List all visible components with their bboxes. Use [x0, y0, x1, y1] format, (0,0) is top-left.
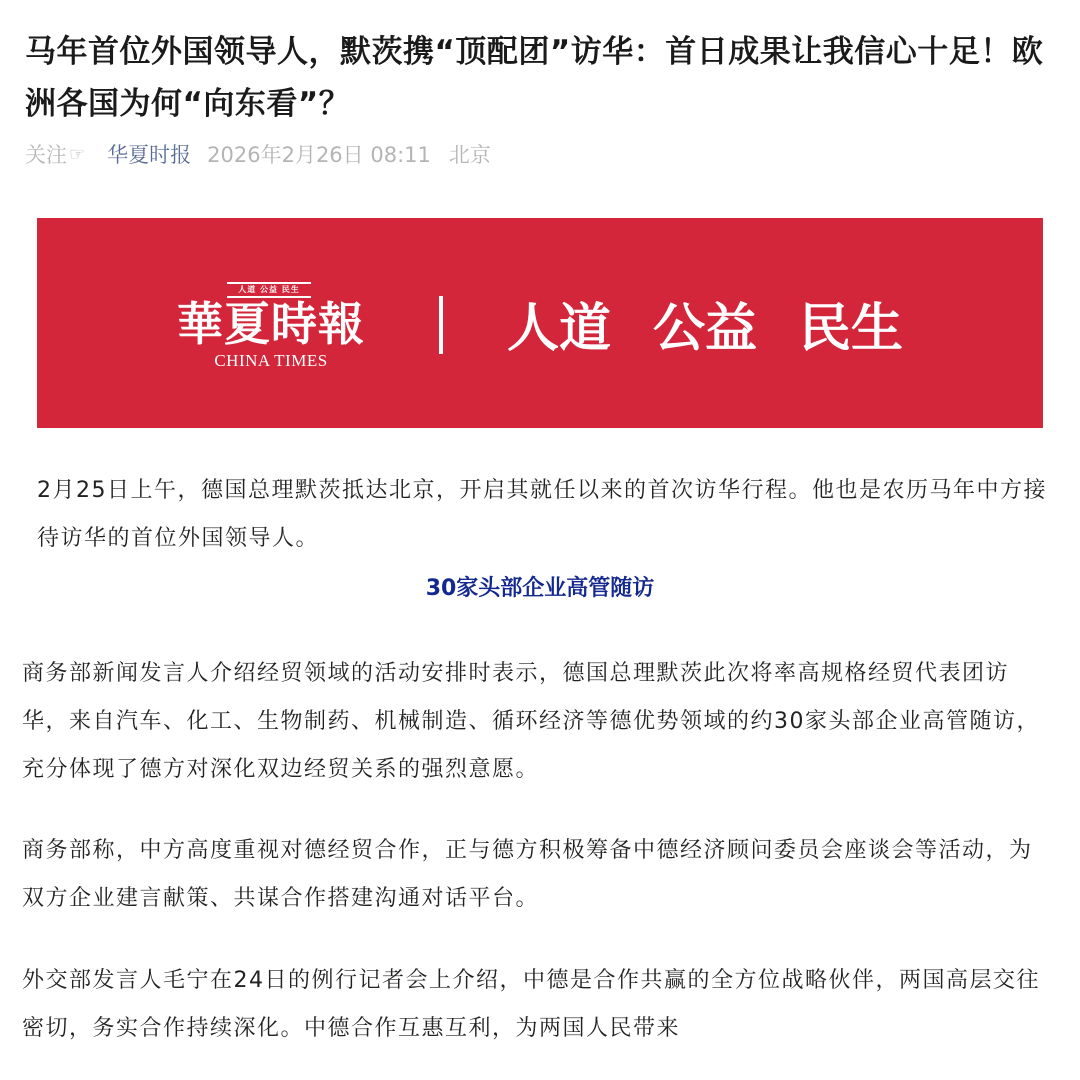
- logo-tagline: 人道 公益 民生: [227, 282, 311, 298]
- logo-english-name: CHINA TIMES: [214, 351, 328, 370]
- banner-motto: [507, 290, 904, 359]
- motto-word: 民生: [799, 298, 904, 359]
- follow-button[interactable]: [25, 139, 85, 169]
- section-subheading: 30家头部企业高管随访: [425, 576, 655, 601]
- newspaper-banner: [37, 218, 1043, 428]
- source-link[interactable]: 华夏时报: [107, 143, 192, 167]
- motto-word: 公益: [653, 298, 758, 359]
- article-paragraph: 商务部新闻发言人介绍经贸领域的活动安排时表示，德国总理默茨此次将率高规格经贸代表团访华，来自汽车、化工、生物制药、机械制造、循环经济等德优势领域的约30家头部企业高管随访，充分体现了德方对深化双边经贸关系的强烈意愿。: [22, 661, 1040, 782]
- follow-label: 关注: [25, 143, 67, 167]
- article-paragraph: 商务部称，中方高度重视对德经贸合作，正与德方积极筹备中德经济顾问委员会座谈会等活动，为双方企业建言献策、共谋合作搭建沟通对话平台。: [22, 838, 1033, 911]
- logo-chinese-name: 華夏時報: [177, 297, 365, 351]
- publish-location: 北京: [448, 143, 491, 167]
- article-meta: [25, 138, 491, 170]
- motto-word: 人道: [507, 298, 612, 359]
- article-title: 马年首位外国领导人，默茨携“顶配团”访华：首日成果让我信心十足！欧洲各国为何“向东看”？: [25, 34, 1044, 122]
- pointing-hand-icon: ☞: [69, 143, 86, 165]
- china-times-logo: [165, 282, 377, 374]
- article-paragraph: 2月25日上午，德国总理默茨抵达北京，开启其就任以来的首次访华行程。他也是农历马年中方接待访华的首位外国领导人。: [37, 478, 1047, 551]
- publish-datetime: 2026年2月26日 08:11: [207, 143, 431, 167]
- banner-divider: [439, 296, 443, 354]
- article-paragraph: 外交部发言人毛宁在24日的例行记者会上介绍，中德是合作共赢的全方位战略伙伴，两国高层交往密切，务实合作持续深化。中德合作互惠互利，为两国人民带来: [22, 968, 1040, 1041]
